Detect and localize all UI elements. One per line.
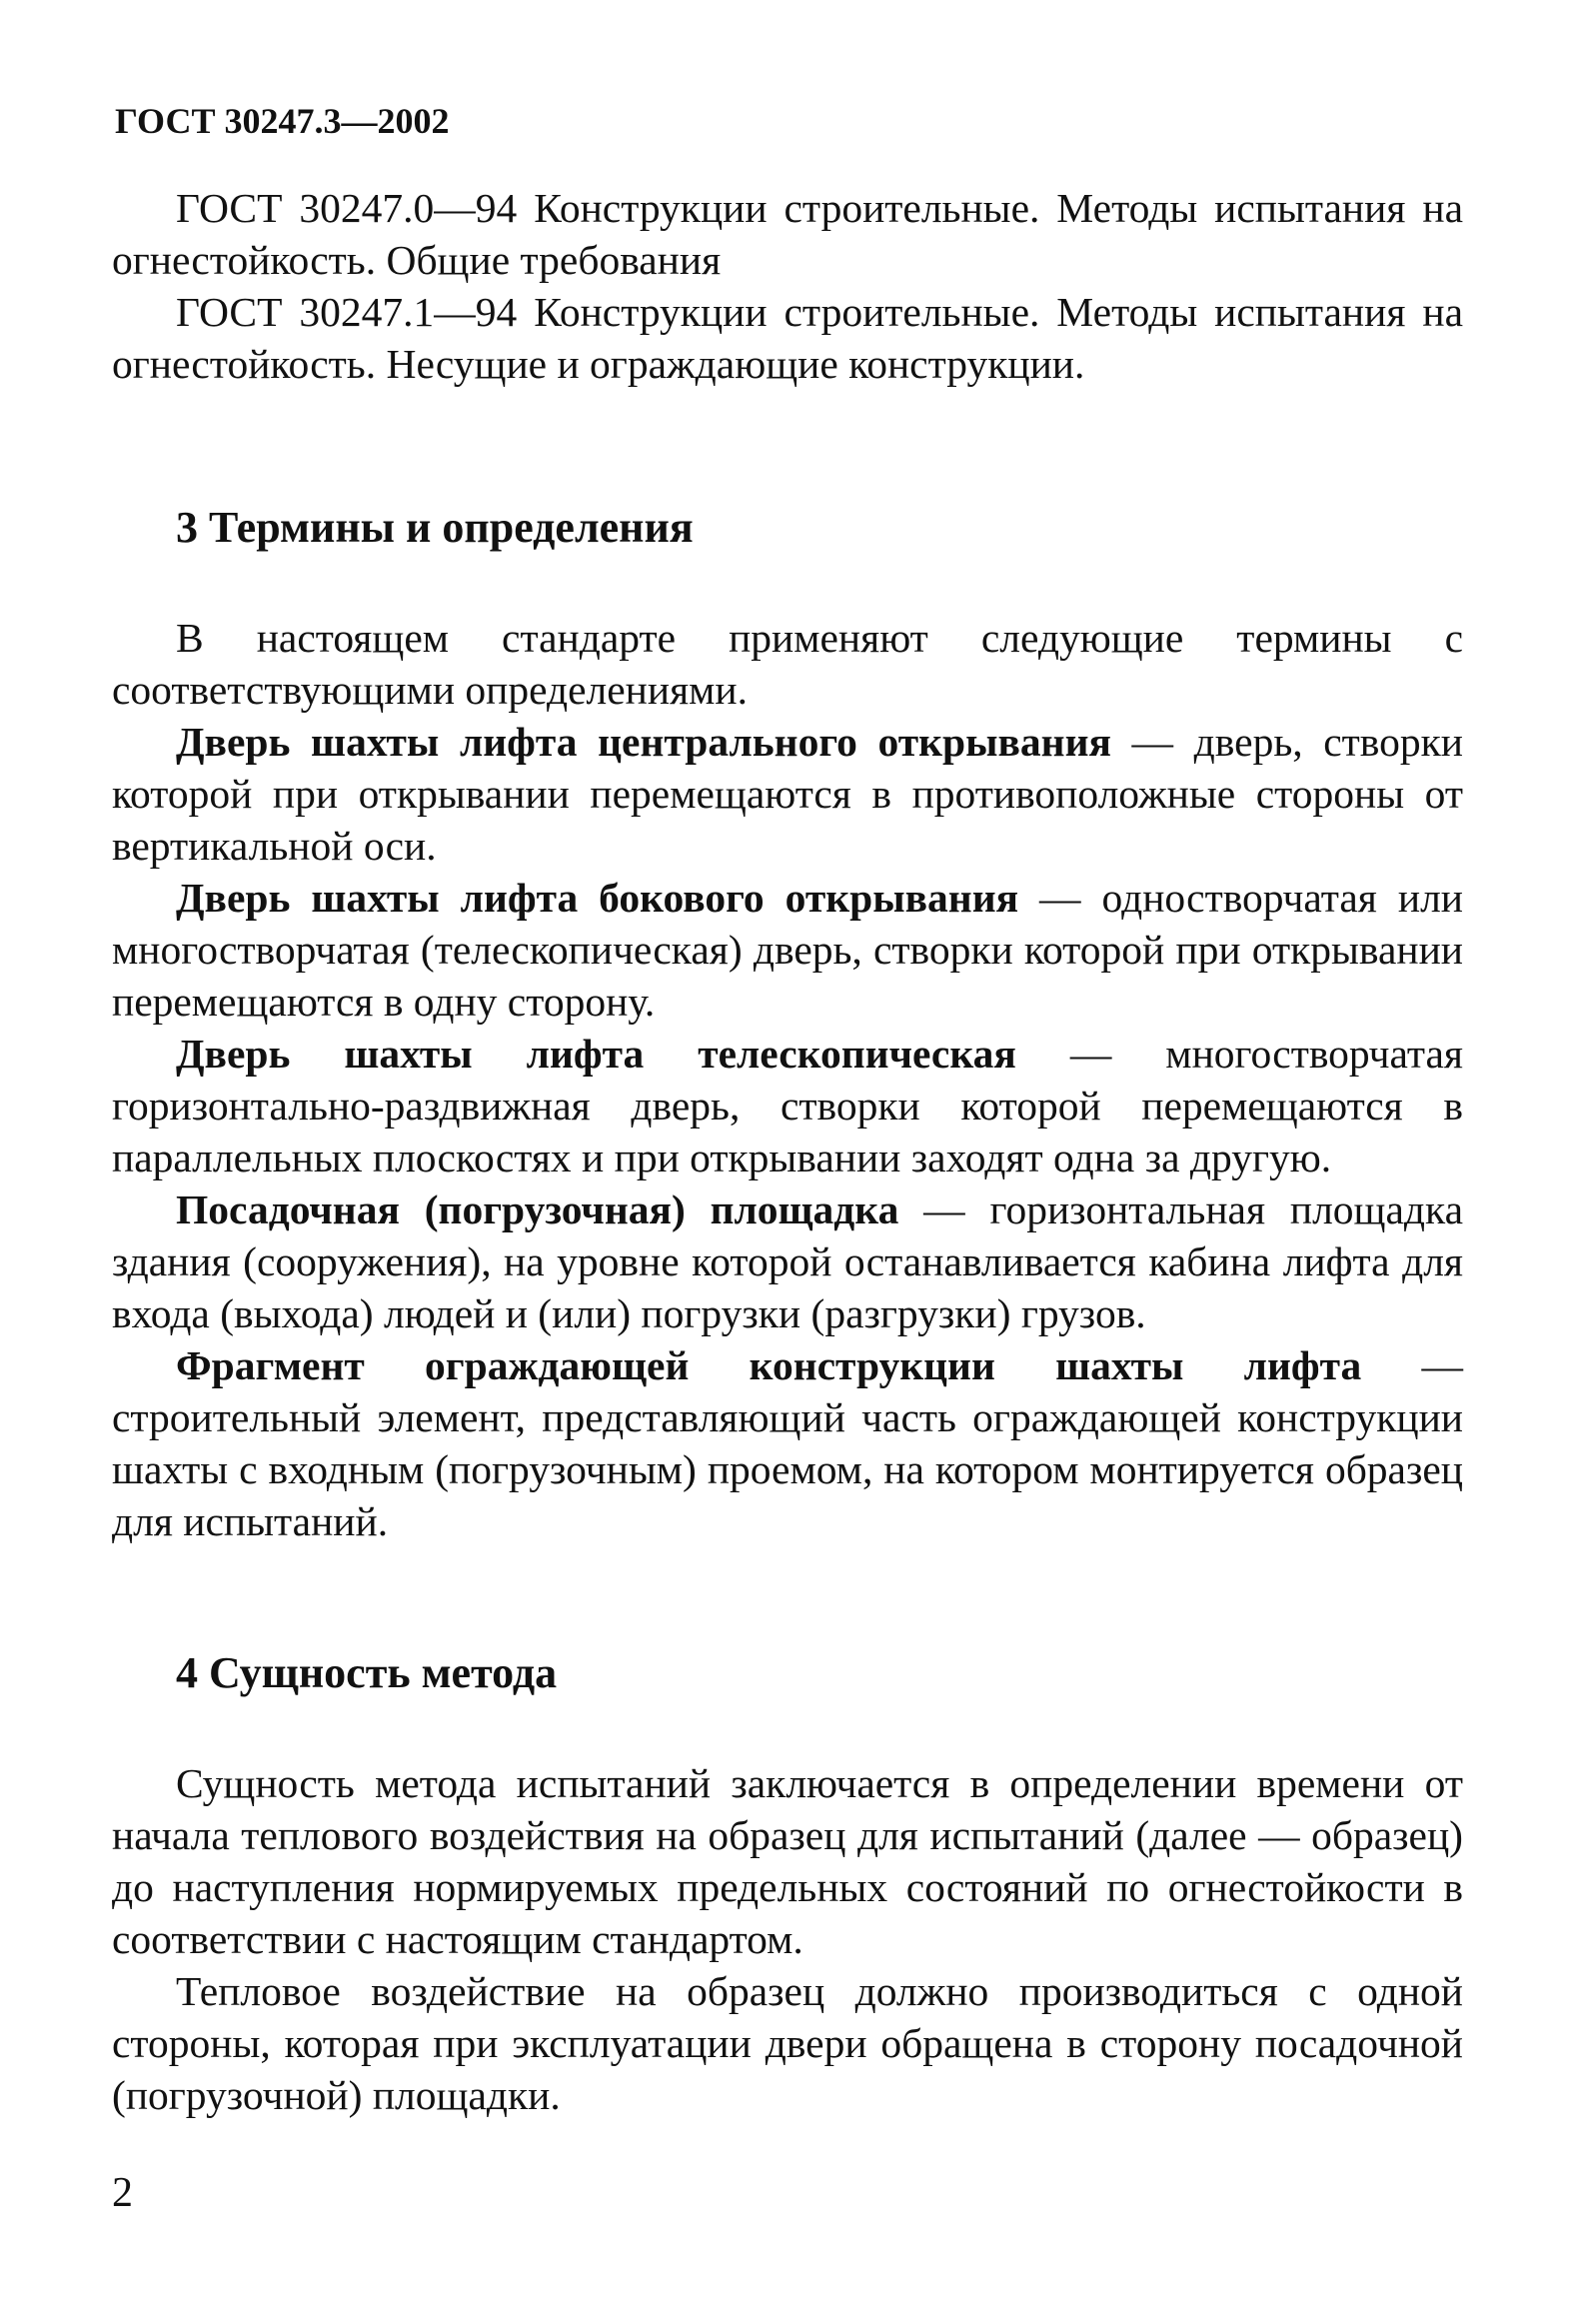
definition-paragraph [112,1339,1463,1547]
definition-paragraph [112,716,1463,872]
section-3-body [112,612,1463,1547]
section-4-title: 4 Сущность метода [176,1648,558,1697]
definition-paragraph [112,1028,1463,1183]
definition-term: Фрагмент ограждающей конструкции шахты лифта [176,1342,1362,1388]
reference-item: ГОСТ 30247.1—94 Конструкции строительные. Методы испытания на огнестойкость. Несущие и ограждающие конструкции. [112,289,1463,387]
definition-text: — многостворчатая горизонтально-раздвижная дверь, створки которой перемещаются в параллельных плоскостях и при открывании заходят одна за другую. [112,1031,1463,1180]
section-3-title: 3 Термины и определения [176,503,694,552]
definition-text: — строительный элемент, представляющий часть ограждающей конструкции шахты с входным (погрузочным) проемом, на котором монтируется образец для испытаний. [112,1342,1464,1544]
definition-paragraph [112,1183,1463,1339]
definition-term: Дверь шахты лифта телескопическая [176,1031,1016,1077]
section-3-intro: В настоящем стандарте применяют следующие термины с соответствующими определениями. [112,615,1463,713]
definition-term: Дверь шахты лифта бокового открывания [176,875,1019,921]
definition-term: Дверь шахты лифта центрального открывания [176,719,1111,765]
definition-term: Посадочная (погрузочная) площадка [176,1186,899,1232]
page-number: 2 [112,2170,133,2216]
definition-text: — одностворчатая или многостворчатая (телескопическая) дверь, створки которой при открывании перемещаются в одну сторону. [112,875,1463,1025]
references-list [112,182,1463,390]
definition-text: — горизонтальная площадка здания (сооружения), на уровне которой останавливается кабина лифта для входа (выхода) людей и (или) погрузки (разгрузки) грузов. [112,1186,1463,1336]
document-header: ГОСТ 30247.3—2002 [115,101,450,141]
section-4-paragraph: Сущность метода испытаний заключается в определении времени от начала теплового воздействия на образец для испытаний (далее — образец) до наступления нормируемых предельных состояний по огнестойкости в соответствии с настоящим стандартом. [112,1760,1463,1962]
section-4-body [112,1757,1463,2121]
definition-text: — дверь, створки которой при открывании перемещаются в противоположные стороны от вертикальной оси. [112,719,1463,869]
definition-paragraph [112,872,1463,1028]
document-body [112,182,1463,2121]
section-4-paragraph: Тепловое воздействие на образец должно производиться с одной стороны, которая при эксплуатации двери обращена в сторону посадочной (погрузочной) площадки. [112,1968,1463,2118]
reference-item: ГОСТ 30247.0—94 Конструкции строительные. Методы испытания на огнестойкость. Общие требования [112,185,1463,283]
